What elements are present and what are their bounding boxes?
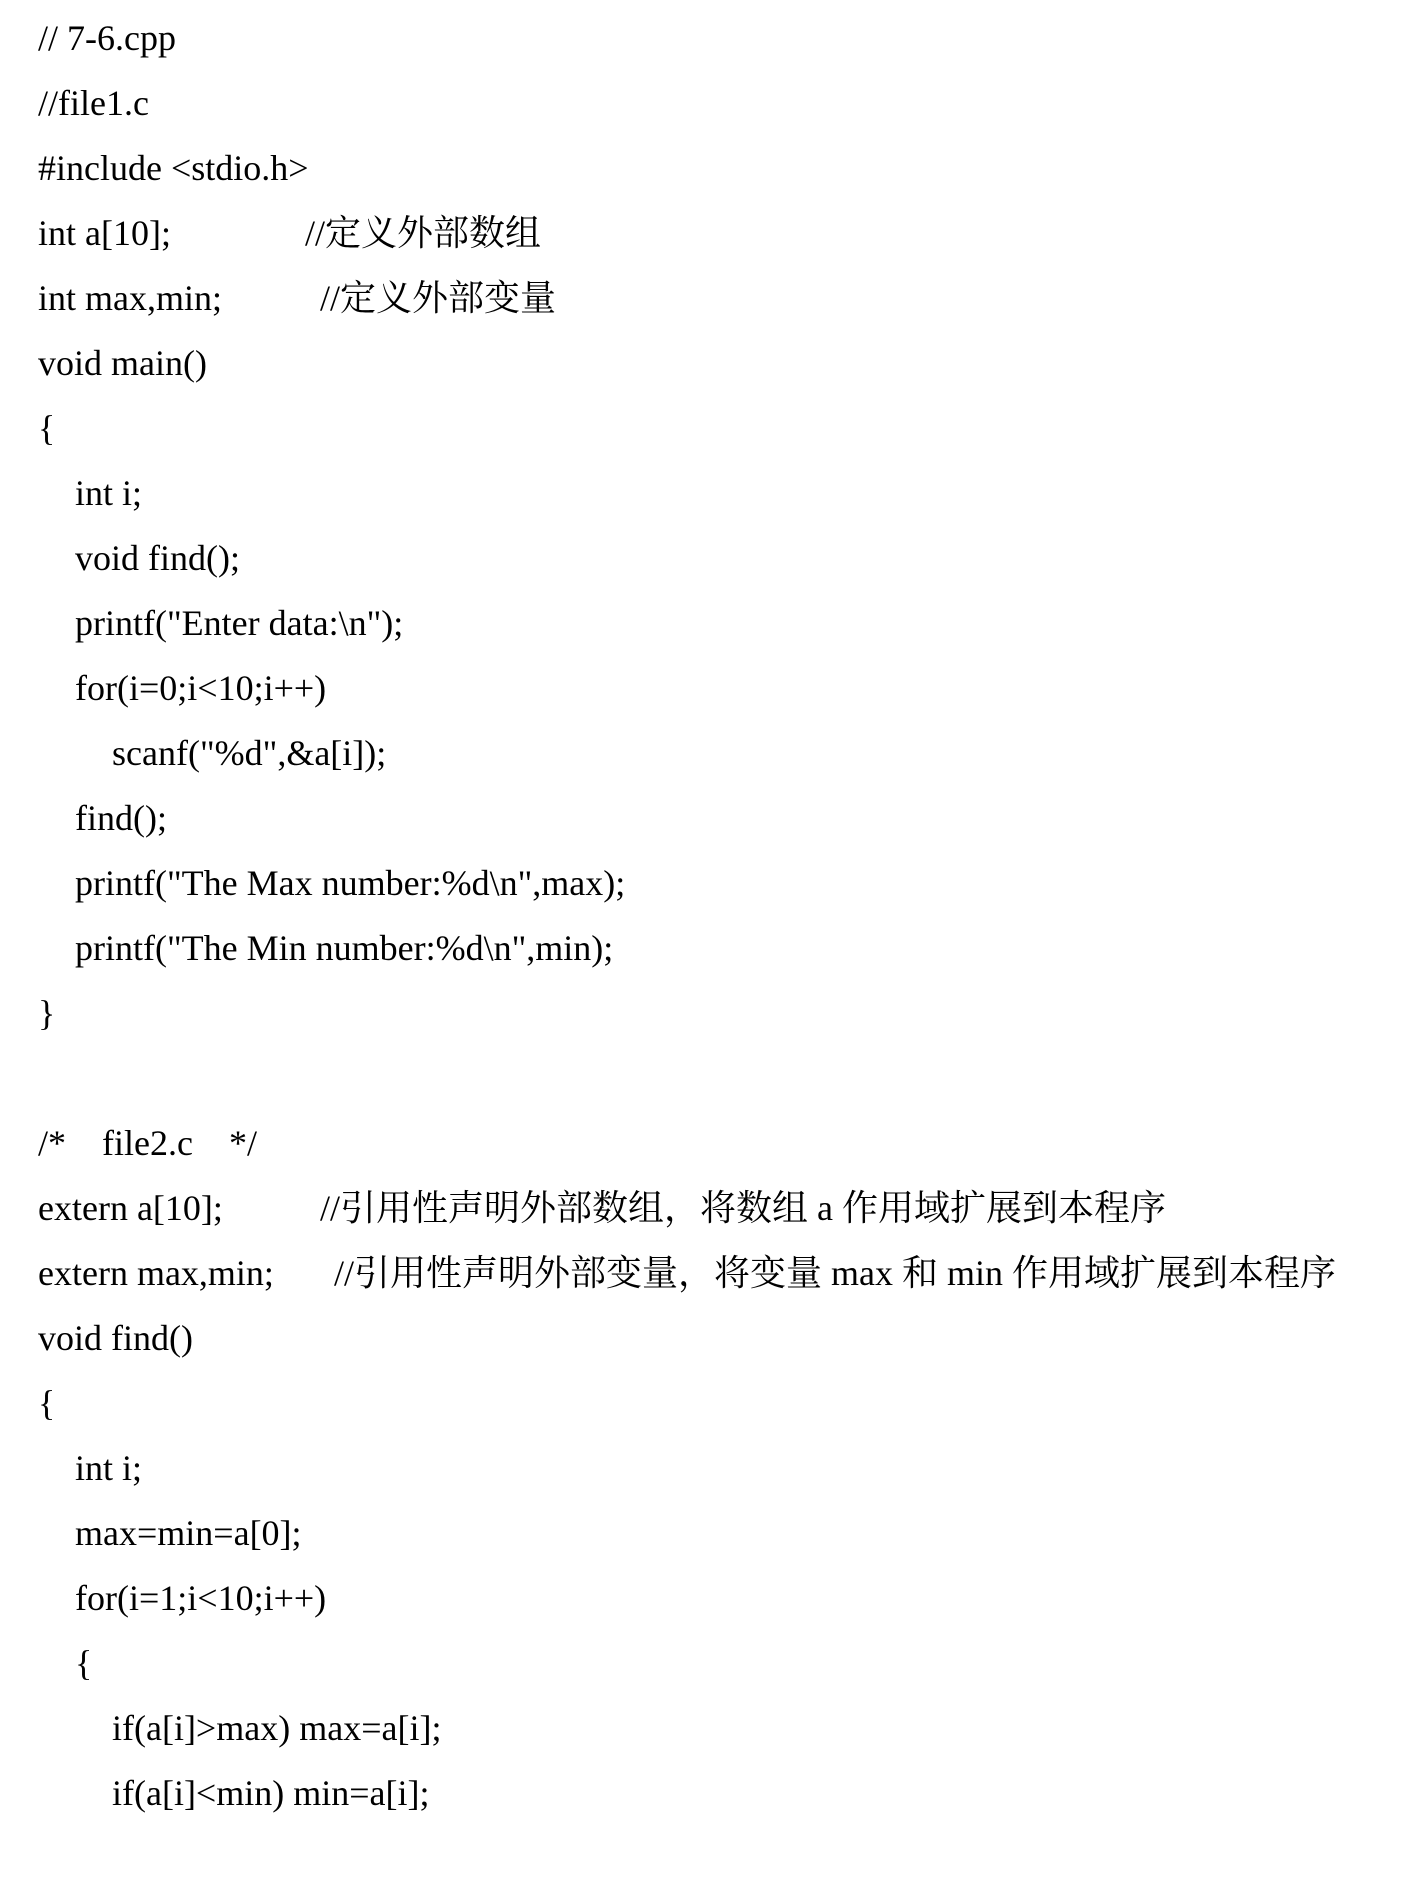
code-line: [38, 1056, 74, 1100]
code-comment: //定义外部数组: [305, 213, 542, 253]
code-text: max=min=a[0];: [75, 1513, 302, 1553]
code-text: printf("The Min number:%d\n",min);: [75, 928, 614, 968]
code-line: [38, 341, 207, 385]
code-line: [38, 146, 309, 190]
code-line: [38, 1121, 257, 1165]
code-text: int max,min;: [38, 278, 222, 318]
code-text: if(a[i]<min) min=a[i];: [112, 1773, 430, 1813]
code-text: for(i=1;i<10;i++): [75, 1578, 327, 1618]
code-line: [38, 81, 149, 125]
code-line: [38, 406, 74, 450]
code-line: [38, 1706, 442, 1750]
code-text: scanf("%d",&a[i]);: [112, 733, 387, 773]
code-line: [38, 16, 176, 60]
code-text: int a[10];: [38, 213, 171, 253]
code-text: extern a[10];: [38, 1188, 223, 1228]
code-text: void find(): [38, 1318, 193, 1358]
code-text: void main(): [38, 343, 207, 383]
code-line: [38, 276, 557, 320]
code-line: [38, 796, 167, 840]
code-text: printf("The Max number:%d\n",max);: [75, 863, 626, 903]
code-text: }: [38, 993, 56, 1033]
code-text: for(i=0;i<10;i++): [75, 668, 327, 708]
code-text: {: [38, 408, 56, 448]
code-comment: //引用性声明外部数组，将数组 a 作用域扩展到本程序: [320, 1188, 1166, 1228]
code-text: extern max,min;: [38, 1253, 274, 1293]
code-comment: //定义外部变量: [320, 278, 557, 318]
code-line: [38, 926, 614, 970]
code-text: #include <stdio.h>: [38, 148, 309, 188]
code-text: {: [38, 1383, 56, 1423]
code-line: [38, 1316, 193, 1360]
code-text: /* file2.c */: [38, 1123, 257, 1163]
code-line: [38, 1511, 302, 1555]
code-text: //file1.c: [38, 83, 149, 123]
code-line: [38, 211, 542, 255]
code-line: [38, 471, 143, 515]
code-text: void find();: [75, 538, 240, 578]
code-line: [38, 1446, 143, 1490]
code-line: [38, 1641, 93, 1685]
code-line: [38, 1381, 74, 1425]
code-line: [38, 1186, 1166, 1230]
code-text: printf("Enter data:\n");: [75, 603, 404, 643]
code-comment: //引用性声明外部变量，将变量 max 和 min 作用域扩展到本程序: [334, 1253, 1336, 1293]
code-line: [38, 666, 327, 710]
code-text: find();: [75, 798, 167, 838]
code-line: [38, 1576, 327, 1620]
code-text: if(a[i]>max) max=a[i];: [112, 1708, 442, 1748]
code-line: [38, 731, 387, 775]
code-line: [38, 601, 404, 645]
code-text: int i;: [75, 473, 143, 513]
code-line: [38, 991, 74, 1035]
code-line: [38, 1771, 430, 1815]
code-line: [38, 861, 626, 905]
code-text: {: [75, 1643, 93, 1683]
code-line: [38, 536, 240, 580]
code-text: // 7-6.cpp: [38, 18, 176, 58]
code-line: [38, 1251, 1336, 1295]
code-text: int i;: [75, 1448, 143, 1488]
